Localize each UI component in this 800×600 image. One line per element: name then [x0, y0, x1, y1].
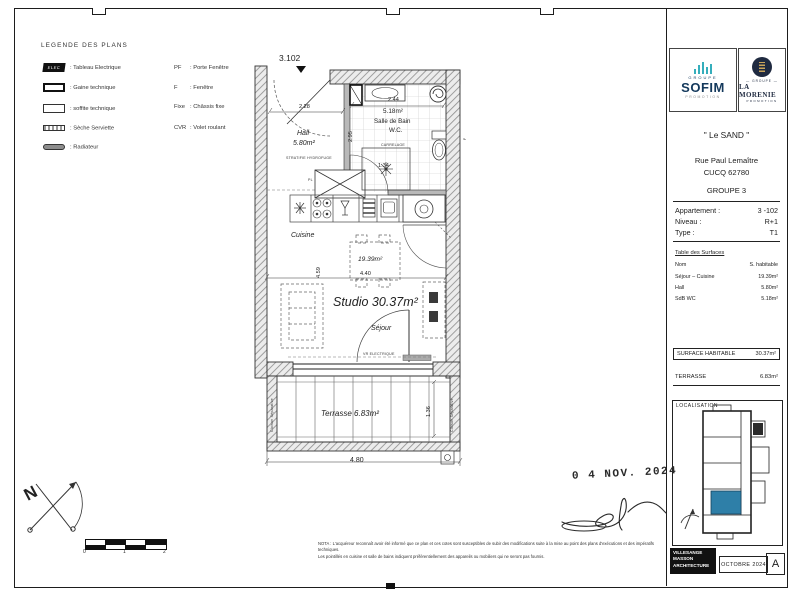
- placard-label: PL: [308, 178, 313, 182]
- hall-label: Hall: [297, 130, 310, 137]
- architect-line: MASSON: [673, 556, 694, 562]
- scale-1: 1: [123, 549, 126, 555]
- vr-label: VR ELECTRIQUE: [363, 352, 395, 356]
- fridge-icon: [294, 202, 306, 214]
- surface-habitable-label: SURFACE HABITABLE: [677, 351, 736, 357]
- cloison-label-left: Cloison Séparative: [270, 398, 274, 432]
- legend-item-gaine: [43, 83, 115, 92]
- abbr: CVR: [174, 125, 187, 131]
- surface-row: [675, 274, 778, 280]
- abbr-label: : Volet roulant: [190, 125, 226, 131]
- north-compass-icon: [16, 468, 96, 553]
- legend-abbr-pf: [174, 65, 229, 71]
- dim-228: 2.28: [299, 104, 310, 110]
- sofa: [281, 284, 323, 348]
- address-line1: Rue Paul Lemaître: [694, 156, 759, 165]
- bath-name-label: Salle de Bain: [374, 118, 411, 125]
- legend-item-radiateur: [43, 144, 98, 151]
- morenie-logo: [738, 48, 786, 112]
- toilet-icon: [432, 131, 446, 160]
- scale-0: 0: [83, 549, 86, 555]
- info-type: [675, 228, 778, 237]
- revision-box: A: [766, 553, 785, 575]
- dim-480: 4.80: [350, 457, 364, 464]
- unit-number-label: 3.102: [279, 53, 301, 63]
- architect-stamp: [670, 548, 716, 574]
- morenie-circle-icon: [752, 57, 772, 77]
- dark-unit: [753, 423, 763, 435]
- abbr: F: [174, 85, 178, 91]
- compass-n: N: [20, 482, 41, 505]
- info-label: Appartement :: [675, 206, 721, 215]
- info-appartement: [675, 206, 778, 215]
- soffit-icon: [43, 104, 65, 113]
- project-name: " Le SAND ": [703, 130, 750, 140]
- sink-glass-icon: [341, 201, 349, 215]
- fold-mark: [386, 8, 400, 15]
- legend-item-soffite: [43, 104, 115, 113]
- architect-line: ARCHITECTURE: [673, 562, 710, 568]
- sofim-name: SOFIM: [681, 79, 725, 95]
- nota-line-2: Les pointillés en cuisine et salle de bains indiquent préférentiellement des appareils ou mobiliers qui ne seront pas fournis.: [318, 553, 545, 559]
- abbr: Fixe: [174, 104, 185, 110]
- surfaces-header: [675, 262, 778, 268]
- bath-floor-label: CARRELAGE: [381, 143, 405, 147]
- surface-row: [675, 296, 778, 302]
- morenie-sub: PROMOTION: [746, 99, 778, 103]
- bottom-fold-mark: [386, 583, 395, 589]
- radiator: [403, 355, 431, 361]
- towel-dryer: [430, 86, 446, 102]
- localisation-mini-plan: [673, 403, 780, 543]
- abbr-label: : Fenêtre: [190, 85, 214, 91]
- mini-compass-icon: [681, 509, 699, 529]
- terrasse-label: Terrasse 6.83m²: [321, 409, 379, 418]
- legend-label: : Radiateur: [70, 144, 99, 151]
- studio-area-label: Studio 30.37m²: [333, 295, 418, 309]
- row-value: 19.39m²: [758, 274, 778, 280]
- cloison-label-right: Cloison Séparative: [450, 398, 454, 432]
- dim-136: 1.36: [426, 406, 432, 417]
- legend-title: LEGENDE DES PLANS: [41, 42, 128, 49]
- legend-label: : Gaine technique: [70, 85, 116, 92]
- date-stamp: 0 4 NOV. 2024: [571, 465, 678, 483]
- oven-icon: [363, 199, 375, 217]
- info-niveau: [675, 217, 778, 226]
- surfaces-title: Table des Surfaces: [675, 250, 725, 256]
- bath-area-label: 5.18m²: [383, 108, 403, 115]
- fold-mark: [92, 8, 106, 15]
- issue-date-box: OCTOBRE 2024: [719, 556, 768, 573]
- info-label: Niveau :: [675, 217, 702, 226]
- info-value: T1: [769, 228, 778, 237]
- row-name: SdB WC: [675, 296, 696, 302]
- terrasse-row: [675, 374, 778, 380]
- legend-label: : soffite technique: [70, 106, 116, 113]
- dim-459: 4.59: [316, 267, 322, 278]
- sofim-groupe: GROUPE: [688, 74, 718, 80]
- dim-244: 2.44: [388, 97, 399, 103]
- elec-panel-icon: ELEC: [42, 63, 65, 72]
- row-value: 5.80m²: [761, 285, 778, 291]
- col-habitable: S. habitable: [749, 262, 778, 268]
- hall-area-label: 5.80m²: [293, 140, 315, 147]
- terrasse-value: 6.83m²: [759, 374, 778, 380]
- legend-abbr-fixe: [174, 104, 224, 110]
- info-value: R+1: [764, 217, 778, 226]
- sofim-logo: [669, 48, 737, 112]
- signature: [556, 486, 671, 536]
- washbasin-icon: [365, 85, 405, 101]
- groupe-label: GROUPE 3: [706, 186, 747, 195]
- washing-machine-icon: [403, 195, 451, 238]
- surface-habitable-value: 30.37m²: [755, 351, 776, 357]
- sofim-sub: PROMOTION: [685, 94, 721, 99]
- hall-floor-label: STRATIFIE HYDROFUGE: [286, 156, 332, 160]
- sofim-bars-icon: [694, 62, 713, 74]
- dim-134: 1.34: [378, 163, 389, 169]
- info-value: 3 -102: [757, 206, 778, 215]
- fold-mark: [540, 8, 554, 15]
- legend-label: : Tableau Electrique: [70, 65, 121, 72]
- morenie-groupe: — GROUPE —: [746, 79, 778, 83]
- info-label: Type :: [675, 228, 695, 237]
- dim-295: 2.95: [348, 131, 354, 142]
- hob-icon: [313, 199, 331, 218]
- technical-duct: [350, 85, 362, 105]
- col-nom: Nom: [675, 262, 687, 268]
- legend-abbr-f: [174, 85, 213, 91]
- closet: [315, 170, 365, 198]
- duct-icon: [43, 83, 65, 92]
- legend-label: : Sèche Serviette: [70, 125, 115, 132]
- cuisine-label: Cuisine: [291, 232, 315, 239]
- sejour-label: Séjour: [371, 325, 392, 332]
- abbr-label: : Châssis fixe: [190, 104, 225, 110]
- legend-item-elec: [43, 63, 121, 72]
- architect-line: VILLESANGE: [673, 550, 703, 555]
- bath-door-2: [403, 225, 446, 268]
- morenie-name: LA MORENIE: [739, 83, 777, 99]
- nota-line-1: NOTA : L'acquéreur reconnaît avoir été informé que ce plan et ces cotes sont susceptibles de subir des modifications suite à la mise au point des plans d'exécutions et des impératifs techniques.: [318, 541, 655, 553]
- localisation-box: [672, 400, 783, 546]
- address-line2: CUCQ 62780: [703, 168, 750, 177]
- tv-unit: [423, 282, 445, 338]
- towel-dryer-icon: [43, 125, 65, 131]
- table-area-label: 19.39m²: [358, 256, 383, 263]
- wc-label: W.C.: [389, 127, 403, 134]
- window-tag: F: [463, 137, 467, 140]
- localisation-label: LOCALISATION: [676, 403, 719, 409]
- abbr-label: : Porte Fenêtre: [190, 65, 229, 71]
- sink-basin-icon: [381, 199, 397, 217]
- highlighted-unit: [711, 491, 741, 514]
- dim-440: 4.40: [360, 271, 371, 277]
- abbr: PF: [174, 65, 182, 71]
- surface-habitable-box: [673, 348, 780, 360]
- legend-abbr-cvr: [174, 125, 225, 131]
- radiator-icon: [43, 144, 65, 150]
- terrasse-label: TERRASSE: [675, 374, 707, 380]
- scale-2: 2: [163, 549, 166, 555]
- scale-bar: [85, 539, 167, 550]
- row-name: Séjour – Cuisine: [675, 274, 715, 280]
- row-name: Hall: [675, 285, 685, 291]
- surface-row: [675, 285, 778, 291]
- entry-marker-icon: [296, 66, 306, 73]
- legend-item-seche: [43, 125, 114, 132]
- nota-text: [318, 541, 663, 560]
- row-value: 5.18m²: [761, 296, 778, 302]
- title-block: [667, 8, 786, 586]
